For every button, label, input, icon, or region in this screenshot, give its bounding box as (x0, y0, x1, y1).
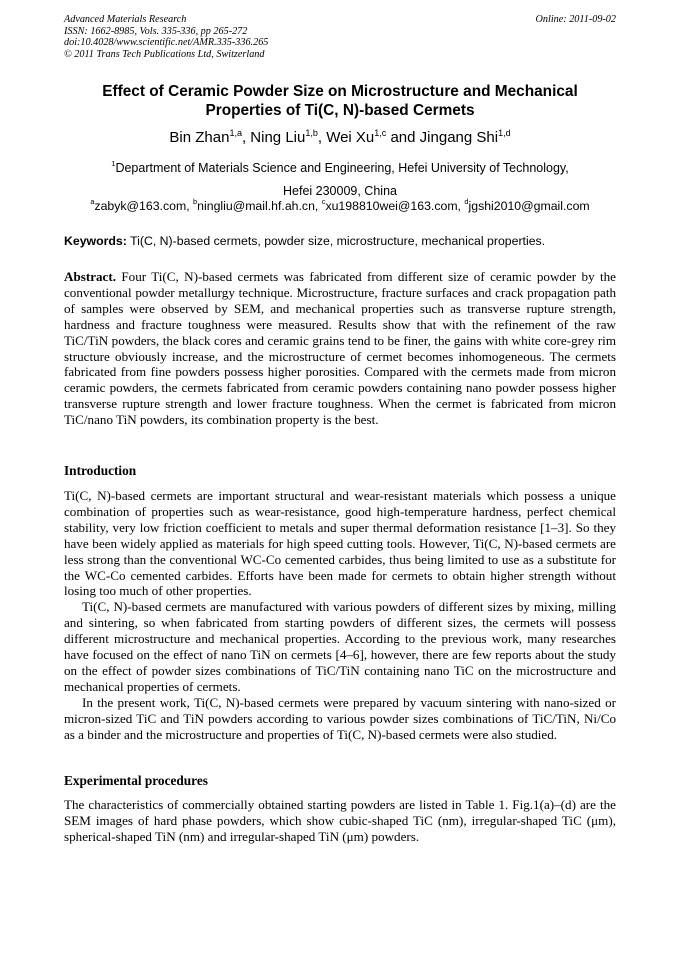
online-date: Online: 2011-09-02 (535, 14, 616, 25)
email-link[interactable]: xu198810wei@163.com, (325, 199, 465, 213)
keywords (64, 234, 616, 249)
author-separator: , (241, 129, 251, 146)
author-separator: , (317, 129, 327, 146)
author-list (64, 129, 616, 147)
author-name: Bin Zhan (169, 129, 230, 146)
email-mark: d (464, 197, 469, 206)
email-mark: b (193, 197, 198, 206)
paragraph: Ti(C, N)-based cermets are important structural and wear-resistant materials which possess a unique combination of properties such as wear-resistance, good high-temperature hardness, perfect chemical stability, very low friction coefficient to metals and super thermal deformation resistance [1–3]. So they have been widely applied as materials for high speed cutting tools. However, Ti(C, N)-based cermets are less strong than the conventional WC-Co cemented carbides, thus being limited to use as a substitute for the WC-Co cemented carbides. Efforts have been made for cermets to obtain higher strength without losing too much of other properties. (64, 488, 616, 599)
issn-line: ISSN: 1662-8985, Vols. 335-336, pp 265-272 (64, 25, 248, 37)
paper-title (64, 82, 616, 120)
affiliation-mark: 1 (111, 159, 116, 168)
paragraph: Ti(C, N)-based cermets are manufactured with various powders of different sizes by mixing, milling and sintering, so when fabricated from starting powders of different sizes, the cermets will possess different microstructure and mechanical properties. According to the previous work, many researches have focused on the effect of nano TiN on cermets [4–6], however, there are few reports about the study on the effect of powder sizes combinations of TiC/TiN containing nano TiC on the microstructure and mechanical properties of cermets. (64, 599, 616, 694)
journal-name: Advanced Materials Research (64, 14, 187, 25)
running-header (64, 14, 616, 60)
email-link[interactable]: jgshi2010@gmail.com (468, 199, 590, 213)
paragraph: In the present work, Ti(C, N)-based cermets were prepared by vacuum sintering with nano-sized or micron-sized TiC and TiN powders according to various powder sizes combinations of TiC/TiN, Ni/Co as a binder and the microstructure and properties of Ti(C, N)-based cermets were also studied. (64, 694, 616, 742)
abstract-text: Four Ti(C, N)-based cermets was fabricated from different size of ceramic powder by the conventional powder metallurgy technique. Microstructure, fracture surfaces and crack propagation path of samples were observed by SEM, and mechanical properties such as transverse rupture strength, hardness and fracture toughness were measured. Results show that with the refinement of the raw TiC/TiN powders, the black cores and ceramic grains tend to be finer, the gains with white core-grey rim structure obviously increase, and the microstructure of cermet becomes inhomogeneous. The cermets fabricated from fine powders possess higher porosities. Compared with the cermets made from micron ceramic powders, the cermets fabricated from ceramic powders containing nano powder possess higher transverse rupture strength and lower fracture toughness. When the cermet is fabricated from micron TiC/nano TiN powders, its combination property is the best. (64, 269, 616, 428)
introduction-body (64, 488, 616, 743)
copyright-line: © 2011 Trans Tech Publications Ltd, Switzerland (64, 48, 265, 60)
keywords-text: Ti(C, N)-based cermets, powder size, microstructure, mechanical properties. (126, 234, 546, 248)
author-affiliation-mark: 1,d (498, 128, 511, 138)
email-mark: a (90, 197, 95, 206)
introduction-heading: Introduction (64, 463, 137, 478)
title-line-1: Effect of Ceramic Powder Size on Microstructure and Mechanical (102, 83, 578, 100)
abstract (64, 269, 616, 428)
paragraph: The characteristics of commercially obtained starting powders are listed in Table 1. Fig.1(a)–(d) are the SEM images of hard phase powders, which show cubic-shaped TiC (nm), irregular-shaped TiC (μm), spherical-shaped TiN (nm) and irregular-shaped TiN (μm) powders. (64, 797, 616, 844)
email-mark: c (321, 197, 326, 206)
affiliation-line-2: Hefei 230009, China (283, 184, 397, 198)
abstract-label: Abstract. (64, 269, 116, 284)
doi-line: doi:10.4028/www.scientific.net/AMR.335-336.265 (64, 37, 269, 49)
email-link[interactable]: ningliu@mail.hf.ah.cn, (197, 199, 322, 213)
title-line-2: Properties of Ti(C, N)-based Cermets (205, 102, 475, 119)
author-affiliation-mark: 1,b (305, 128, 318, 138)
author-name: Wei Xu (326, 129, 375, 146)
author-emails (64, 199, 616, 214)
author-name: Jingang Shi (419, 129, 499, 146)
experimental-body (64, 797, 616, 845)
author-name: Ning Liu (250, 129, 306, 146)
experimental-heading: Experimental procedures (64, 773, 208, 788)
keywords-label: Keywords: (64, 234, 127, 248)
affiliation-line-1: $^1$Department of Materials Science and Engineering, Hefei University of Technology, (111, 159, 569, 175)
author-separator: and (386, 129, 420, 146)
author-affiliation-mark: 1,c (374, 128, 387, 138)
affiliation (64, 157, 616, 203)
email-link[interactable]: zabyk@163.com, (94, 199, 194, 213)
author-affiliation-mark: 1,a (229, 128, 242, 138)
